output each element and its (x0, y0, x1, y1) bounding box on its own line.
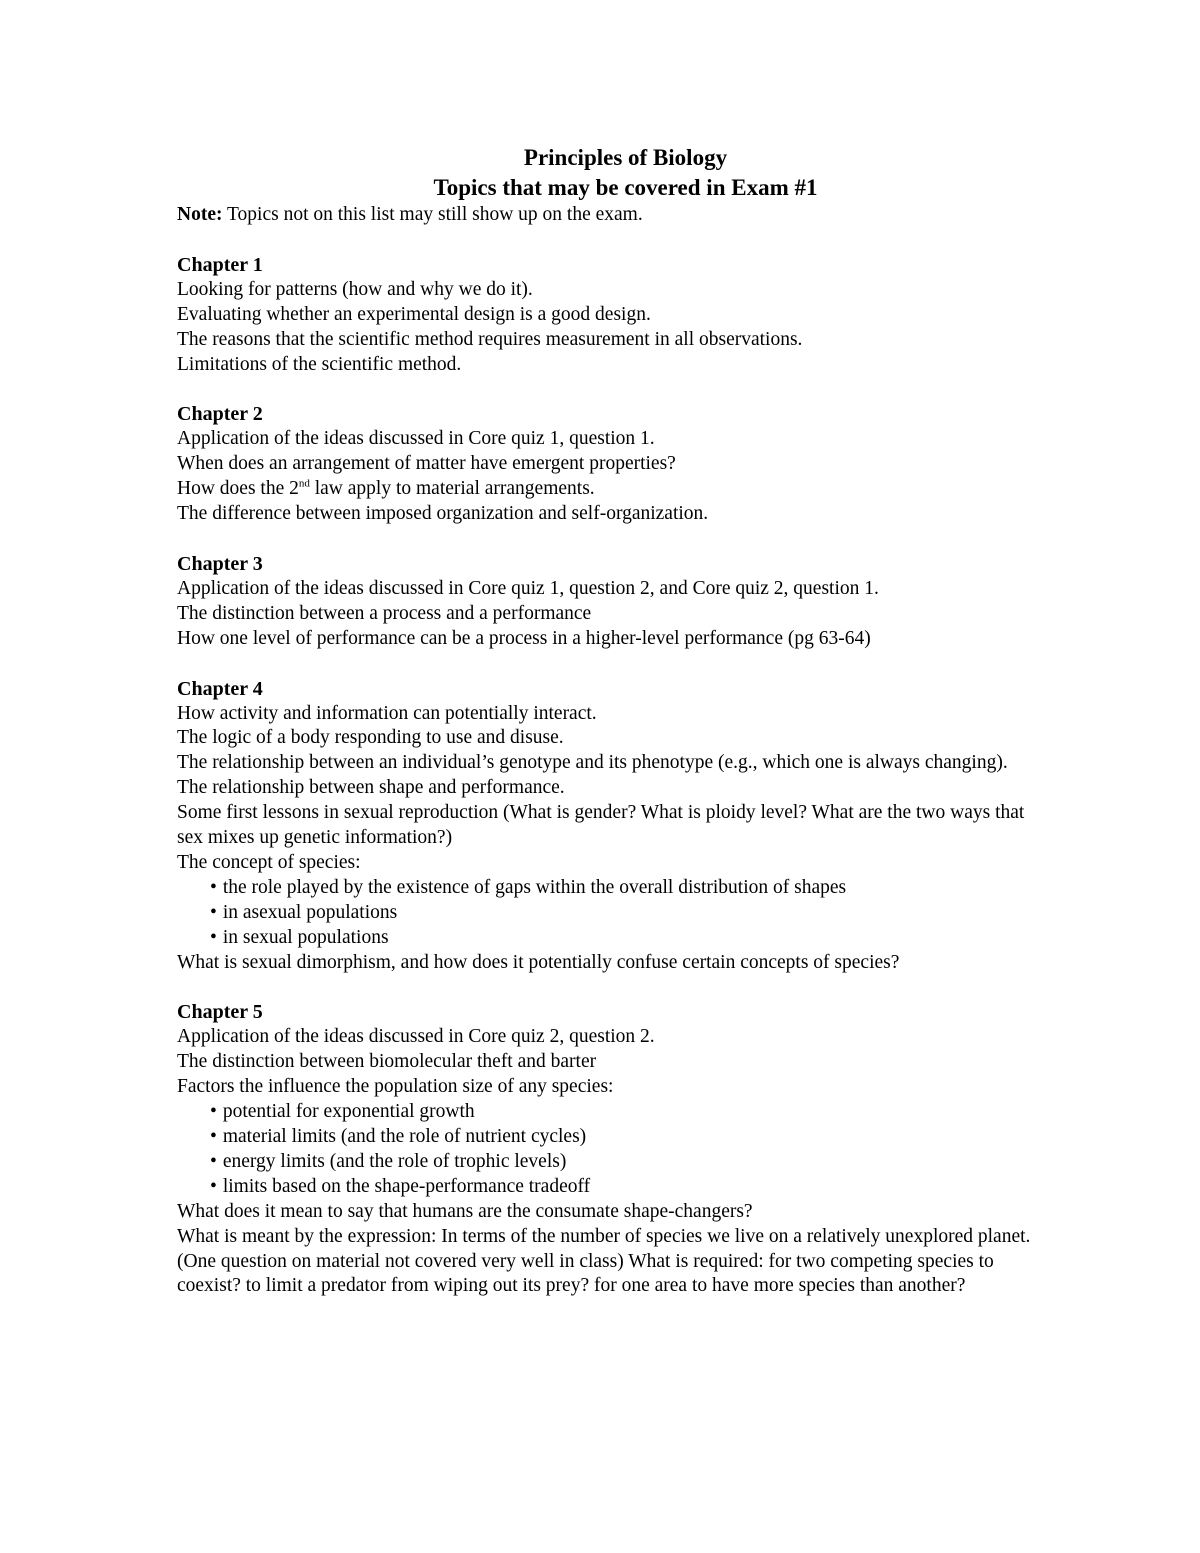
bullet-item (177, 1150, 1050, 1175)
bullet-item (177, 901, 1050, 926)
bullet-icon: • (210, 1150, 217, 1172)
bullet-icon: • (210, 876, 217, 898)
topic-line: How activity and information can potentially interact. (177, 702, 597, 724)
document-title (177, 143, 1050, 203)
topic-line: The distinction between biomolecular theft and barter (177, 1051, 597, 1073)
topic-line: The relationship between shape and performance. (177, 777, 565, 799)
chapter-4-heading: Chapter 4 (177, 677, 263, 700)
bullet-text: in sexual populations (222, 926, 389, 948)
chapter-3-section (177, 552, 1050, 652)
topic-line: The logic of a body responding to use and disuse. (177, 727, 564, 749)
bullet-text: in asexual populations (222, 901, 398, 923)
note-text: Topics not on this list may still show up on the exam. (222, 204, 643, 225)
topic-line: Application of the ideas discussed in Core quiz 1, question 1. (177, 428, 655, 450)
topic-line: Application of the ideas discussed in Core quiz 1, question 2, and Core quiz 2, question 1. (177, 577, 879, 599)
topic-line: Looking for patterns (how and why we do it). (177, 278, 533, 300)
bullet-icon: • (210, 1126, 217, 1147)
topic-line: The relationship between an individual’s genotype and its phenotype (e.g., which one is always changing). (177, 752, 1008, 774)
chapter-4-section (177, 677, 1050, 976)
chapter-1-heading: Chapter 1 (177, 253, 263, 276)
topic-line: Application of the ideas discussed in Core quiz 2, question 2. (177, 1026, 655, 1048)
topic-line-second-law (177, 477, 1050, 502)
topic-line: The difference between imposed organization and self-organization. (177, 503, 709, 525)
bullet-item (177, 1125, 1050, 1150)
topic-line: (One question on material not covered very well in class) What is required: for two competing species to coexist? to limit a predator from wiping out its prey? for one area to have more species than another? (177, 1250, 994, 1297)
topic-line: How one level of performance can be a process in a higher-level performance (pg 63-64) (177, 627, 871, 649)
bullet-icon: • (210, 901, 217, 923)
topic-line: Limitations of the scientific method. (177, 353, 462, 375)
bullet-item (177, 1100, 1050, 1125)
chapter-2-heading: Chapter 2 (177, 403, 263, 426)
exam-note (177, 203, 1050, 228)
topic-line: The distinction between a process and a performance (177, 602, 592, 624)
bullet-item (177, 1175, 1050, 1200)
bullet-text: material limits (and the role of nutrient cycles) (222, 1126, 587, 1147)
chapter-5-section (177, 1000, 1050, 1299)
topic-line: Evaluating whether an experimental design is a good design. (177, 303, 651, 325)
topic-line: The concept of species: (177, 851, 361, 873)
bullet-text: the role played by the existence of gaps within the overall distribution of shapes (222, 876, 847, 898)
bullet-text: energy limits (and the role of trophic levels) (222, 1150, 567, 1172)
bullet-icon: • (210, 1101, 217, 1123)
topic-line: What is meant by the expression: In terms of the number of species we live on a relatively unexplored planet. (177, 1225, 1031, 1247)
bullet-text: limits based on the shape-performance tradeoff (222, 1175, 591, 1197)
bullet-item (177, 876, 1050, 901)
topic-line: When does an arrangement of matter have emergent properties? (177, 453, 676, 475)
chapter-5-heading: Chapter 5 (177, 1001, 263, 1024)
title-exam-topics: Topics that may be covered in Exam #1 (433, 175, 818, 200)
topic-line: The reasons that the scientific method requires measurement in all observations. (177, 328, 803, 350)
law-line-superscript: nd (298, 477, 310, 490)
law-line-before: How does the 2 (177, 478, 299, 500)
chapter-3-heading: Chapter 3 (177, 552, 263, 575)
topic-line: What is sexual dimorphism, and how does it potentially confuse certain concepts of species? (177, 951, 900, 973)
bullet-item (177, 926, 1050, 951)
bullet-icon: • (210, 926, 217, 948)
topic-line: Factors the influence the population size of any species: (177, 1076, 614, 1098)
title-course: Principles of Biology (523, 145, 728, 170)
chapter-2-section (177, 402, 1050, 527)
topic-line: What does it mean to say that humans are the consumate shape-changers? (177, 1200, 753, 1222)
chapter-1-section (177, 253, 1050, 378)
bullet-icon: • (210, 1175, 217, 1197)
note-label: Note: (177, 204, 223, 225)
law-line-after: law apply to material arrangements. (309, 478, 595, 500)
bullet-text: potential for exponential growth (222, 1101, 475, 1123)
topic-line: Some first lessons in sexual reproduction (What is gender? What is ploidy level? What are the two ways that sex mixes up genetic information?) (177, 802, 1025, 849)
